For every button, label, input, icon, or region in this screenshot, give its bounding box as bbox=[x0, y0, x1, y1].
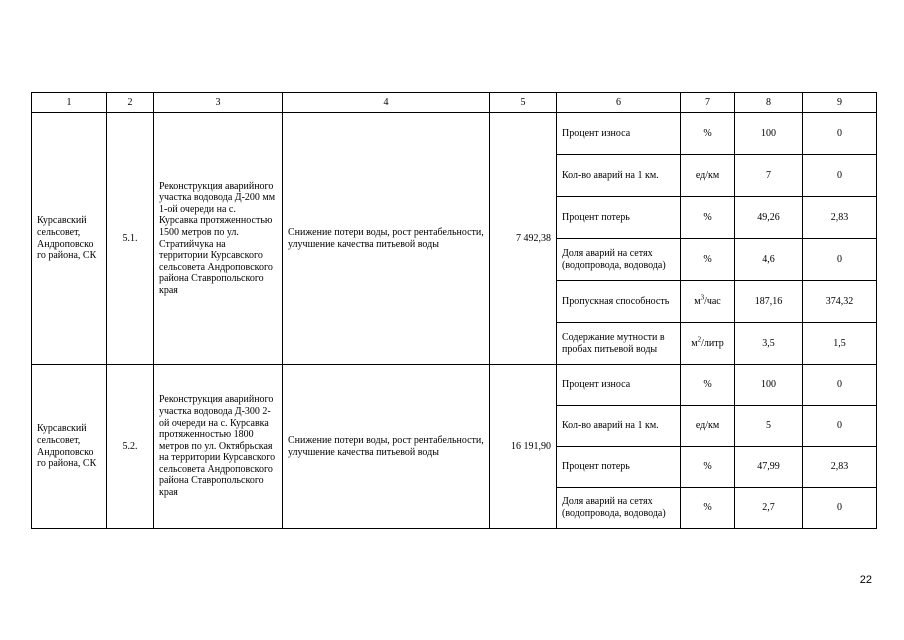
unit-base: м bbox=[691, 337, 698, 349]
indicator-name-cell: Кол-во аварий на 1 км. bbox=[557, 155, 681, 197]
indicator-after-cell: 0 bbox=[803, 365, 877, 406]
header-cell: 4 bbox=[283, 93, 490, 113]
header-row bbox=[32, 93, 877, 113]
indicator-unit-cell: % bbox=[681, 365, 735, 406]
unit-exponent: 3 bbox=[700, 293, 705, 302]
indicator-unit-cell: % bbox=[681, 447, 735, 488]
goal-cell: Снижение потери воды, рост рентабельности, улучшение качества питьевой воды bbox=[283, 113, 490, 365]
indicator-unit-cell: % bbox=[681, 488, 735, 529]
place-cell: Курсавский сельсовет, Андроповско го района, СК bbox=[32, 113, 107, 365]
indicator-before-cell: 4,6 bbox=[735, 239, 803, 281]
indicator-after-cell: 0 bbox=[803, 155, 877, 197]
table-row bbox=[32, 365, 877, 406]
place-cell: Курсавский сельсовет, Андроповско го района, СК bbox=[32, 365, 107, 529]
indicator-name-cell: Доля аварий на сетях (водопровода, водовода) bbox=[557, 239, 681, 281]
indicator-after-cell: 374,32 bbox=[803, 281, 877, 323]
indicator-after-cell: 0 bbox=[803, 113, 877, 155]
indicator-name-cell: Процент износа bbox=[557, 113, 681, 155]
indicator-unit-cell: % bbox=[681, 197, 735, 239]
indicator-name-cell: Доля аварий на сетях (водопровода, водовода) bbox=[557, 488, 681, 529]
indicator-name-cell: Пропускная способность bbox=[557, 281, 681, 323]
indicator-unit-cell: ед/км bbox=[681, 155, 735, 197]
indicator-after-cell: 2,83 bbox=[803, 447, 877, 488]
indicator-unit-cell: ед/км bbox=[681, 406, 735, 447]
project-cell: Реконструкция аварийного участка водовода Д-300 2-ой очереди на с. Курсавка протяженностью 1800 метров по ул. Октябрьская на территории Курсавского сельсовета Андроповского района Ставропольского края bbox=[154, 365, 283, 529]
unit-exponent: 2 bbox=[697, 335, 702, 344]
program-table bbox=[31, 92, 877, 529]
indicator-unit-cell: % bbox=[681, 113, 735, 155]
goal-cell: Снижение потери воды, рост рентабельности, улучшение качества питьевой воды bbox=[283, 365, 490, 529]
cost-cell: 7 492,38 bbox=[490, 113, 557, 365]
page-number: 22 bbox=[859, 574, 872, 586]
header-cell: 7 bbox=[681, 93, 735, 113]
indicator-name-cell: Содержание мутности в пробах питьевой воды bbox=[557, 323, 681, 365]
indicator-unit-cell: % bbox=[681, 239, 735, 281]
item-number-cell: 5.2. bbox=[107, 365, 154, 529]
header-cell: 2 bbox=[107, 93, 154, 113]
header-cell: 1 bbox=[32, 93, 107, 113]
indicator-before-cell: 187,16 bbox=[735, 281, 803, 323]
project-cell: Реконструкция аварийного участка водовода Д-200 мм 1-ой очереди на с. Курсавка протяженностью 1500 метров по ул. Стратийчука на территории Курсавского сельсовета Андроповского района Ставропольского края bbox=[154, 113, 283, 365]
indicator-before-cell: 100 bbox=[735, 365, 803, 406]
indicator-before-cell: 2,7 bbox=[735, 488, 803, 529]
indicator-after-cell: 1,5 bbox=[803, 323, 877, 365]
indicator-name-cell: Процент потерь bbox=[557, 197, 681, 239]
indicator-unit-cell bbox=[681, 281, 735, 323]
indicator-after-cell: 2,83 bbox=[803, 197, 877, 239]
cost-cell: 16 191,90 bbox=[490, 365, 557, 529]
indicator-name-cell: Кол-во аварий на 1 км. bbox=[557, 406, 681, 447]
indicator-before-cell: 3,5 bbox=[735, 323, 803, 365]
indicator-name-cell: Процент износа bbox=[557, 365, 681, 406]
item-number-cell: 5.1. bbox=[107, 113, 154, 365]
header-cell: 6 bbox=[557, 93, 681, 113]
indicator-before-cell: 49,26 bbox=[735, 197, 803, 239]
unit-rest: /час bbox=[704, 295, 721, 307]
header-cell: 3 bbox=[154, 93, 283, 113]
indicator-after-cell: 0 bbox=[803, 239, 877, 281]
table-row bbox=[32, 113, 877, 155]
indicator-after-cell: 0 bbox=[803, 488, 877, 529]
indicator-before-cell: 47,99 bbox=[735, 447, 803, 488]
header-cell: 5 bbox=[490, 93, 557, 113]
indicator-before-cell: 100 bbox=[735, 113, 803, 155]
unit-base: м bbox=[694, 295, 701, 307]
indicator-unit-cell bbox=[681, 323, 735, 365]
indicator-name-cell: Процент потерь bbox=[557, 447, 681, 488]
header-cell: 9 bbox=[803, 93, 877, 113]
indicator-before-cell: 7 bbox=[735, 155, 803, 197]
unit-rest: /литр bbox=[701, 337, 724, 349]
indicator-after-cell: 0 bbox=[803, 406, 877, 447]
header-cell: 8 bbox=[735, 93, 803, 113]
indicator-before-cell: 5 bbox=[735, 406, 803, 447]
